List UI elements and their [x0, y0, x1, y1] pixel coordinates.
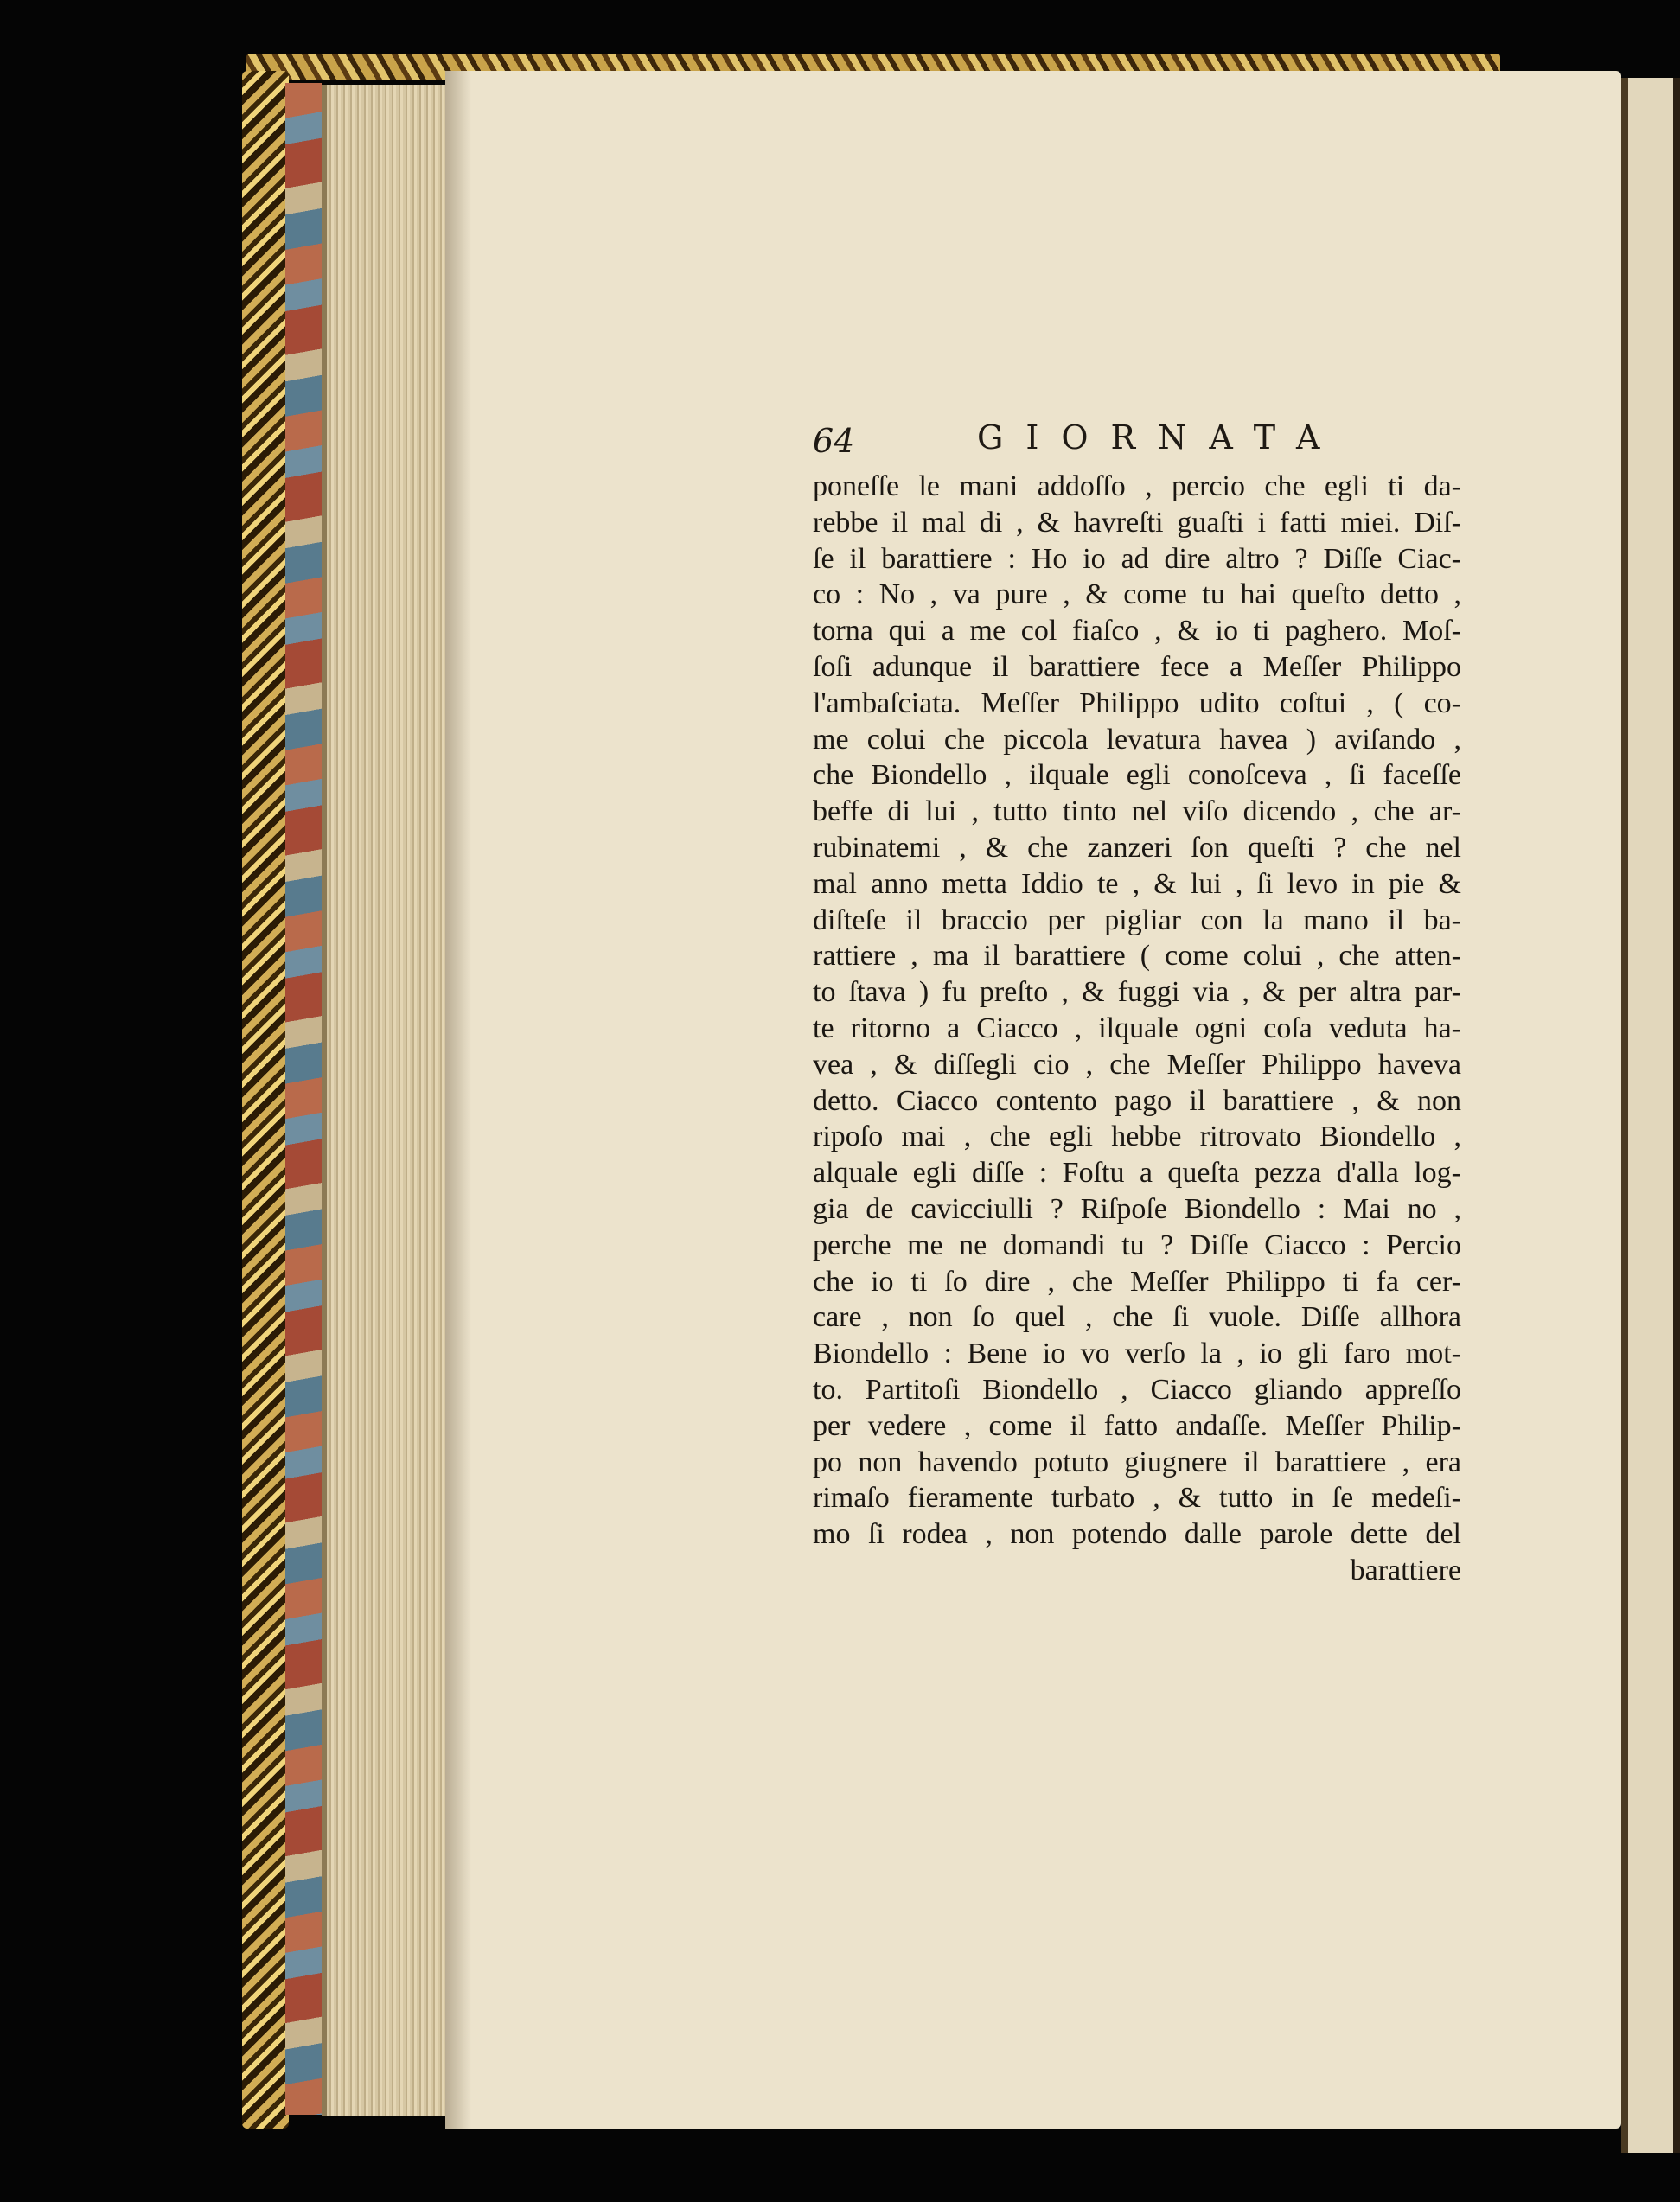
text-line: detto. Ciacco contento pago il barattiere , & non — [813, 1084, 1461, 1117]
text-line: beffe di lui , tutto tinto nel viſo dicendo , che ar- — [813, 795, 1461, 828]
text-line: po non havendo potuto giugnere il barattiere , era — [813, 1446, 1461, 1478]
text-line: per vedere , come il fatto andaſſe. Meſſer Philip- — [813, 1409, 1461, 1442]
text-line: gia de cavicciulli ? Riſpoſe Biondello : Mai no , — [813, 1192, 1461, 1225]
text-line: vea , & diſſegli cio , che Meſſer Philippo haveva — [813, 1048, 1461, 1081]
text-line: mal anno metta Iddio te , & lui , ſi levo in pie & — [813, 867, 1461, 900]
text-line: rubinatemi , & che zanzeri ſon queſti ? che nel — [813, 831, 1461, 864]
text-line: che io ti ſo dire , che Meſſer Philippo ti fa cer- — [813, 1265, 1461, 1298]
text-line: l'ambaſciata. Meſſer Philippo udito coſtui , ( co- — [813, 686, 1461, 719]
text-line: to ſtava ) fu preſto , & fuggi via , & per altra par- — [813, 976, 1461, 1009]
text-line: diſteſe il braccio per pigliar con la mano il ba- — [813, 903, 1461, 936]
text-line: mo ſi rodea , non potendo dalle parole dette del — [813, 1518, 1461, 1551]
marbled-endpaper — [285, 83, 322, 2115]
text-line: rattiere , ma il barattiere ( come colui , che atten- — [813, 940, 1461, 973]
running-title: GIORNATA — [977, 418, 1343, 456]
page-number: 64 — [813, 422, 855, 460]
text-line: ſe il barattiere : Ho io ad dire altro ? Diſſe Ciac- — [813, 542, 1461, 575]
text-line: ſoſi adunque il barattiere fece a Meſſer Philippo — [813, 650, 1461, 683]
gilt-spine — [242, 71, 289, 2129]
catchword: barattiere — [1350, 1554, 1461, 1586]
text-line: poneſſe le mani addoſſo , percio che egli ti da- — [813, 470, 1461, 502]
page-stack-edge — [322, 85, 455, 2116]
text-line: co : No , va pure , & come tu hai queſto detto , — [813, 578, 1461, 611]
text-line: ripoſo mai , che egli hebbe ritrovato Biondello , — [813, 1120, 1461, 1153]
next-leaf-edge — [1621, 78, 1680, 2153]
text-line: perche me ne domandi tu ? Diſſe Ciacco : Percio — [813, 1229, 1461, 1261]
text-line: alquale egli diſſe : Foſtu a queſta pezza d'alla log- — [813, 1157, 1461, 1190]
running-head — [813, 418, 1461, 467]
text-line: torna qui a me col fiaſco , & io ti paghero. Moſ- — [813, 615, 1461, 648]
text-line: che Biondello , ilquale egli conoſceva , ſi faceſſe — [813, 759, 1461, 792]
text-line: te ritorno a Ciacco , ilquale ogni coſa veduta ha- — [813, 1012, 1461, 1044]
gutter-shadow — [445, 71, 471, 2129]
text-line: care , non ſo quel , che ſi vuole. Diſſe allhora — [813, 1301, 1461, 1334]
body-text — [813, 469, 1461, 1589]
text-line: rimaſo fieramente turbato , & tutto in ſe medeſi- — [813, 1482, 1461, 1515]
text-line: Biondello : Bene io vo verſo la , io gli faro mot- — [813, 1337, 1461, 1370]
text-line: me colui che piccola levatura havea ) aviſando , — [813, 723, 1461, 756]
text-line: to. Partitoſi Biondello , Ciacco gliando appreſſo — [813, 1373, 1461, 1406]
text-line: rebbe il mal di , & havreſti guaſti i fatti miei. Diſ- — [813, 506, 1461, 539]
